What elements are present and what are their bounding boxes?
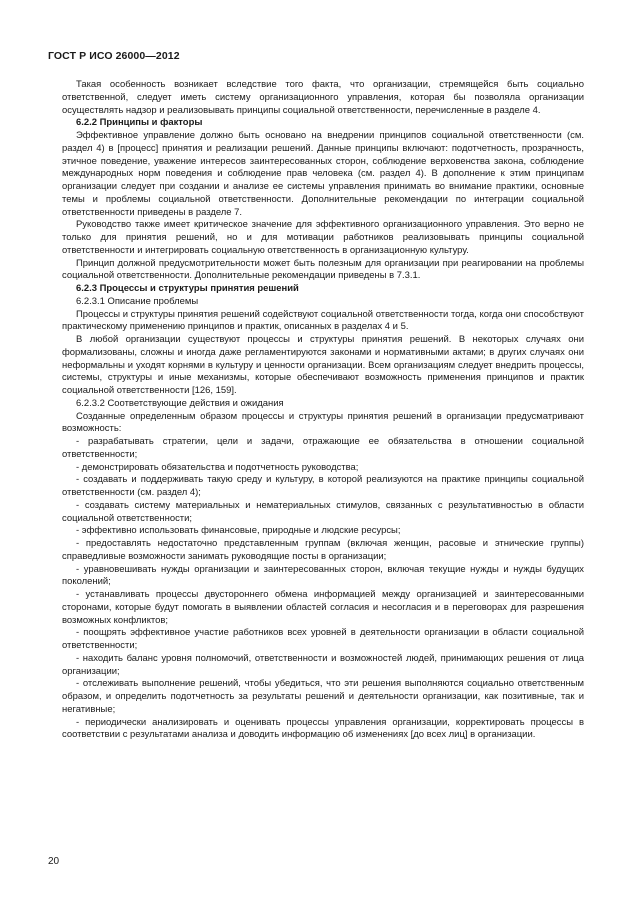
paragraph: - устанавливать процессы двустороннего обмена информацией между организацией и заинтересованными сторонами, которые будут помогать в выявлении областей согласия и несогласия и в переговорах для разрешения возможных конфликтов; bbox=[62, 589, 584, 626]
paragraph: - создавать систему материальных и нематериальных стимулов, связанных с результативностью в области социальной ответственности; bbox=[62, 499, 584, 524]
paragraph: Созданные определенным образом процессы и структуры принятия решений в организации предусматривают возможность: bbox=[62, 410, 584, 435]
paragraph: Эффективное управление должно быть основано на внедрении принципов социальной ответственности (см. раздел 4) в [процесс] принятия и реализации решений. Данные принципы включают: подотчетность, прозрачность, этичное поведение, уважение интересов заинтересованных сторон, соблюдение верховенства закона, соблюдение международных норм поведения и соблюдение прав человека (см. раздел 4). В дополнение к этим принципам организации следует при создании и анализе ее системы управления принимать во внимание практики, основные темы и проблемы социальной ответственности. Дополнительные рекомендации по интеграции социальной ответственности приведены в разделе 7. bbox=[62, 130, 584, 218]
paragraph: В любой организации существуют процессы и структуры принятия решений. В некоторых случаях они формализованы, сложны и иногда даже регламентируются законами и нормативными актами; в других случаях они неформальны и уходят корнями в культуру и ценности организации. Всем организациям следует внедрить процессы, системы, структуры и иные механизмы, которые обеспечивают возможность применения принципов и практик социальной ответственности [126, 159]. bbox=[62, 334, 584, 396]
section-heading: 6.2.2 Принципы и факторы bbox=[76, 117, 203, 129]
paragraph: Принцип должной предусмотрительности может быть полезным для организации при реагировании на проблемы социальной ответственности. Дополнительные рекомендации приведены в 7.3.1. bbox=[62, 257, 584, 282]
paragraph: - эффективно использовать финансовые, природные и людские ресурсы; bbox=[76, 525, 401, 537]
paragraph: Руководство также имеет критическое значение для эффективного организационного управления. Это верно не только для принятия решений, но и для мотивации работников реализовывать принципы социальной ответственности и интегрировать социальную ответственность в организационную культуру. bbox=[62, 219, 584, 256]
paragraph: - демонстрировать обязательства и подотчетность руководства; bbox=[76, 461, 359, 473]
paragraph: 6.2.3.2 Соответствующие действия и ожидания bbox=[76, 397, 284, 409]
paragraph: - периодически анализировать и оценивать процессы управления организации, корректировать процессы в соответствии с результатами анализа и доводить информацию об изменениях [до всех лиц] в организации. bbox=[62, 716, 584, 741]
paragraph: - отслеживать выполнение решений, чтобы убедиться, что эти решения выполняются социально ответственным образом, и определить подотчетность за результаты решений и деятельности организации, как позитивные, так и негативные; bbox=[62, 678, 584, 715]
section-heading: 6.2.3 Процессы и структуры принятия решений bbox=[76, 283, 299, 294]
paragraph: - создавать и поддерживать такую среду и культуру, в которой реализуются на практике принципы социальной ответственности (см. раздел 4); bbox=[62, 474, 584, 498]
standard-header: ГОСТ Р ИСО 26000—2012 bbox=[48, 50, 180, 62]
paragraph: - поощрять эффективное участие работников всех уровней в деятельности организации в области социальной ответственности; bbox=[62, 627, 584, 651]
paragraph: 6.2.3.1 Описание проблемы bbox=[76, 295, 199, 307]
document-body bbox=[62, 79, 584, 742]
page-number: 20 bbox=[48, 856, 60, 867]
paragraph: - уравновешивать нужды организации и заинтересованных сторон, включая текущие нужды и нужды будущих поколений; bbox=[62, 563, 584, 588]
paragraph: Процессы и структуры принятия решений содействуют социальной ответственности тогда, когда они способствуют практическому применению принципов и практик, описанных в разделах 4 и 5. bbox=[62, 308, 584, 333]
paragraph: - предоставлять недостаточно представленным группам (включая женщин, расовые и этнические группы) справедливые возможности занимать руководящие посты в организации; bbox=[62, 538, 584, 562]
paragraph: - разрабатывать стратегии, цели и задачи, отражающие ее обязательства в отношении социальной ответственности; bbox=[62, 436, 584, 460]
paragraph: - находить баланс уровня полномочий, ответственности и возможностей людей, принимающих решения от лица организации; bbox=[62, 652, 584, 677]
paragraph: Такая особенность возникает вследствие того факта, что организации, стремящейся быть социально ответственной, следует иметь систему организационного управления, которая бы позволяла организации осуществлять надзор и реализовывать принципы социальной ответственности, перечисленные в разделе 4. bbox=[62, 79, 584, 116]
